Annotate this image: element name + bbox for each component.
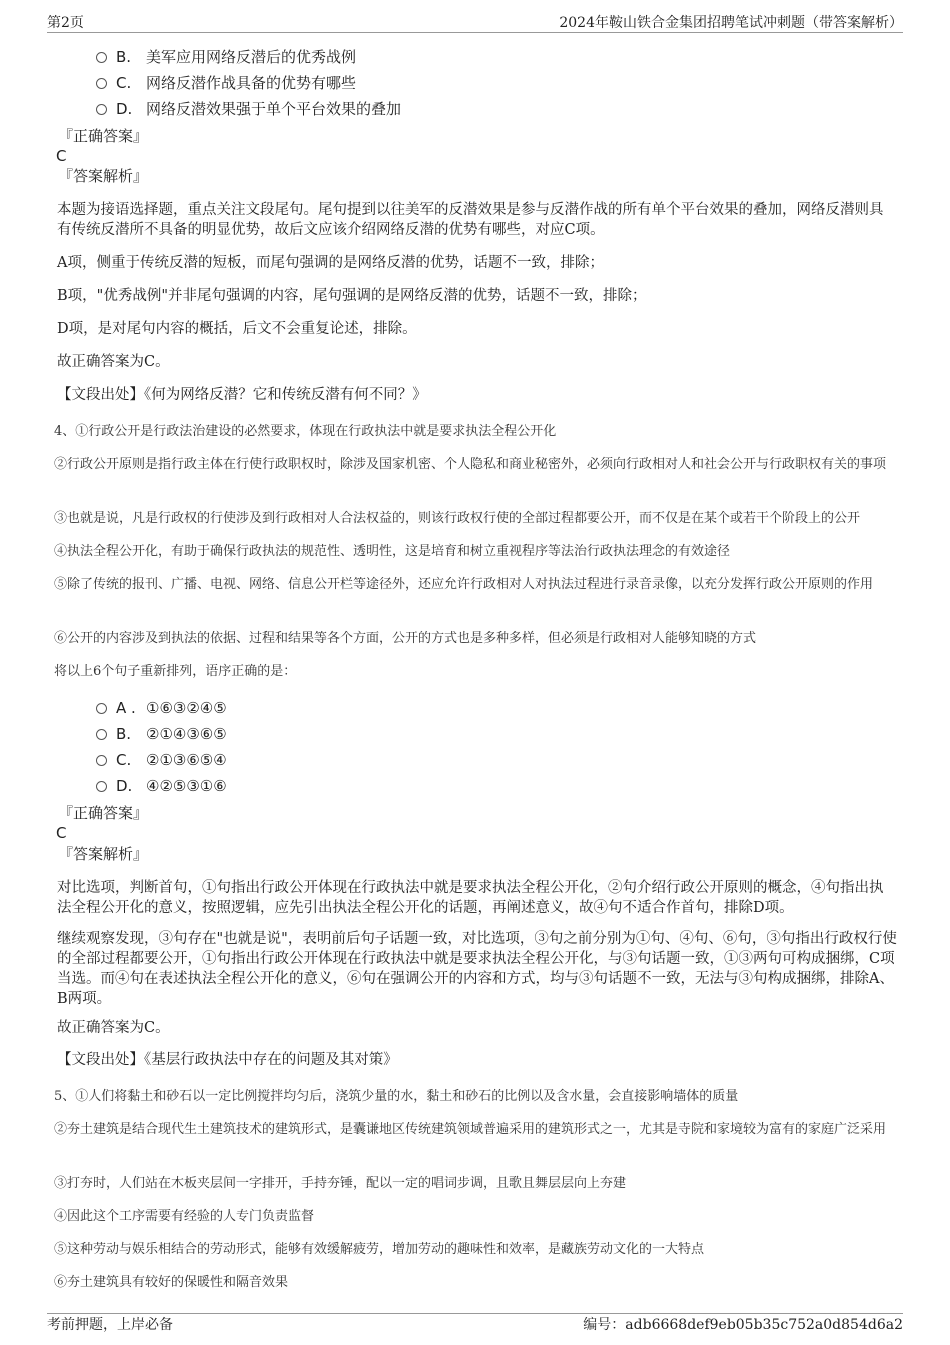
q4-analysis-text: 故正确答案为C。 [57, 1020, 170, 1036]
q5-sentence: ④因此这个工序需要有经验的人专门负责监督 [54, 1209, 315, 1224]
radio-icon[interactable] [96, 781, 107, 792]
radio-icon[interactable] [96, 104, 107, 115]
q3-option-c[interactable]: C. 网络反潜作战具备的优势有哪些 [96, 73, 356, 93]
q4-option-c[interactable]: C. ②①③⑥⑤④ [96, 750, 227, 770]
q5-sentence: ③打夯时，人们站在木板夹层间一字排开，手持夯锤，配以一定的唱词步调，且歌且舞层层向上夯建 [54, 1176, 627, 1191]
q4-sentence: ④执法全程公开化，有助于确保行政执法的规范性、透明性，这是培育和树立重视程序等法治行政执法理念的有效途径 [54, 544, 731, 559]
q4-analysis-label: 『答案解析』 [58, 845, 149, 863]
q3-answer: C [56, 147, 67, 165]
q3-analysis-text: D项，是对尾句内容的概括，后文不会重复论述，排除。 [57, 321, 417, 337]
page-footer [47, 1313, 903, 1334]
radio-icon[interactable] [96, 703, 107, 714]
q3-option-b[interactable]: B. 美军应用网络反潜后的优秀战例 [96, 47, 356, 67]
q4-option-d[interactable]: D. ④②⑤③①⑥ [96, 776, 227, 796]
document-title: 2024年鞍山铁合金集团招聘笔试冲刺题（带答案解析） [559, 15, 903, 31]
q4-source: 【文段出处】《基层行政执法中存在的问题及其对策》 [57, 1052, 398, 1068]
q3-answer-label: 『正确答案』 [58, 127, 149, 145]
q4-sentence: 4、①行政公开是行政法治建设的必然要求，体现在行政执法中就是要求执法全程公开化 [54, 424, 557, 439]
q3-analysis-text: 故正确答案为C。 [57, 354, 170, 370]
document-code: 编号：adb6668def9eb05b35c752a0d854d6a2 [583, 1317, 903, 1333]
q4-option-b[interactable]: B. ②①④③⑥⑤ [96, 724, 227, 744]
q3-source: 【文段出处】《何为网络反潜？它和传统反潜有何不同？》 [57, 387, 427, 403]
q4-sentence: ⑥公开的内容涉及到执法的依据、过程和结果等各个方面，公开的方式也是多种多样，但必须是行政相对人能够知晓的方式 [54, 631, 757, 646]
q3-analysis-text: B项，"优秀战例"并非尾句强调的内容，尾句强调的是网络反潜的优势，话题不一致，排除； [57, 288, 647, 304]
q5-sentence: ⑥夯土建筑具有较好的保暖性和隔音效果 [54, 1275, 289, 1290]
radio-icon[interactable] [96, 729, 107, 740]
q3-analysis-text: A项，侧重于传统反潜的短板，而尾句强调的是网络反潜的优势，话题不一致，排除； [57, 255, 604, 271]
q4-option-a[interactable]: A . ①⑥③②④⑤ [96, 698, 227, 718]
q4-answer-label: 『正确答案』 [58, 804, 149, 822]
q3-analysis-label: 『答案解析』 [58, 167, 149, 185]
q5-sentence: 5、①人们将黏土和砂石以一定比例搅拌均匀后，浇筑少量的水，黏土和砂石的比例以及含水量，会直接影响墙体的质量 [54, 1089, 739, 1104]
page-number: 第2页 [47, 15, 84, 31]
radio-icon[interactable] [96, 755, 107, 766]
q3-analysis-text: 本题为接语选择题，重点关注文段尾句。尾句提到以往美军的反潜效果是参与反潜作战的所有单个平台效果的叠加，网络反潜则具有传统反潜所不具备的明显优势，故后文应该介绍网络反潜的优势有哪些，对应C项。 [57, 202, 884, 238]
q4-analysis-text: 继续观察发现，③句存在"也就是说"，表明前后句子话题一致，对比选项，③句之前分别为①句、④句、⑥句，③句指出行政权行使的全部过程都要公开，①句指出行政公开体现在行政执法中就是要求执法全程公开化，与③句话题一致，①③两句可构成捆绑，C项当选。而④句在表述执法全程公开化的意义，⑥句在强调公开的内容和方式，均与③句话题不一致，无法与③句构成捆绑，排除A、B两项。 [57, 931, 897, 1007]
q4-answer: C [56, 824, 67, 842]
footer-slogan: 考前押题，上岸必备 [47, 1317, 173, 1333]
q4-question-prompt: 将以上6个句子重新排列，语序正确的是： [54, 664, 297, 679]
page-header [47, 14, 903, 33]
radio-icon[interactable] [96, 52, 107, 63]
q5-sentence: ⑤这种劳动与娱乐相结合的劳动形式，能够有效缓解疲劳，增加劳动的趣味性和效率，是藏族劳动文化的一大特点 [54, 1242, 705, 1257]
q4-analysis-text: 对比选项，判断首句，①句指出行政公开体现在行政执法中就是要求执法全程公开化，②句介绍行政公开原则的概念，④句指出执法全程公开化的意义，按照逻辑，应先引出执法全程公开化的话题，再阐述意义，故④句不适合作首句，排除D项。 [57, 880, 884, 916]
q4-sentence: ③也就是说，凡是行政权的行使涉及到行政相对人合法权益的，则该行政权行使的全部过程都要公开，而不仅是在某个或若干个阶段上的公开 [54, 511, 861, 526]
q4-sentence: ②行政公开原则是指行政主体在行使行政职权时，除涉及国家机密、个人隐私和商业秘密外，必须向行政相对人和社会公开与行政职权有关的事项 [54, 457, 887, 472]
q5-sentence: ②夯土建筑是结合现代生土建筑技术的建筑形式，是囊谦地区传统建筑领域普遍采用的建筑形式之一，尤其是寺院和家境较为富有的家庭广泛采用 [54, 1122, 887, 1137]
q4-sentence: ⑤除了传统的报刊、广播、电视、网络、信息公开栏等途径外，还应允许行政相对人对执法过程进行录音录像，以充分发挥行政公开原则的作用 [54, 577, 874, 592]
q3-option-d[interactable]: D. 网络反潜效果强于单个平台效果的叠加 [96, 99, 401, 119]
radio-icon[interactable] [96, 78, 107, 89]
